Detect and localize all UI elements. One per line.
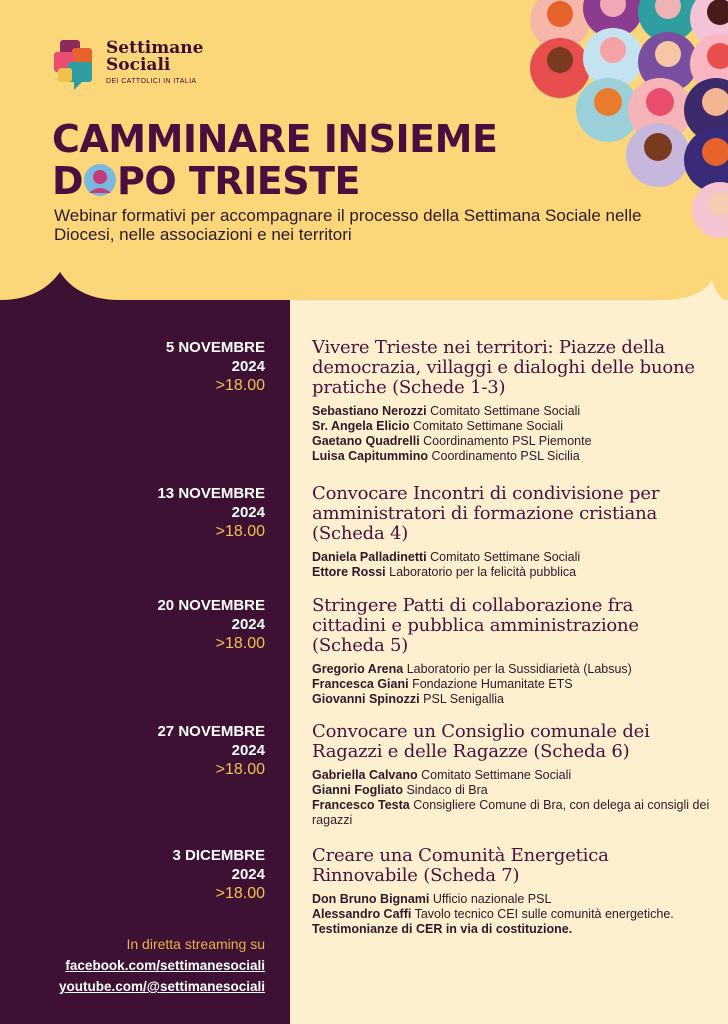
speaker-role: Comitato Settimane Sociali — [412, 419, 564, 433]
speaker-name: Luisa Capitummino — [312, 449, 428, 463]
page-subtitle: Webinar formativi per accompagnare il processo della Settimana Sociale nelle Diocesi, nelle associazioni e nei territori — [54, 206, 642, 244]
speaker — [312, 550, 712, 565]
logo-name-line1: Settimane — [106, 38, 204, 58]
event-day: 20 NOVEMBRE — [157, 597, 265, 614]
face-o-icon — [83, 163, 117, 197]
speaker-name: Sr. Angela Elicio — [312, 419, 410, 433]
speaker — [312, 662, 712, 677]
speaker — [312, 449, 712, 464]
event-content — [312, 484, 712, 580]
event-time: >18.00 — [215, 377, 265, 394]
event-day: 27 NOVEMBRE — [157, 723, 265, 740]
speaker — [312, 798, 712, 828]
page-title — [52, 118, 497, 202]
logo-name — [106, 40, 203, 74]
speaker-role: Fondazione Humanitate ETS — [412, 677, 573, 691]
speaker-role: Ufficio nazionale PSL — [432, 892, 552, 906]
event-content — [312, 846, 712, 937]
speaker — [312, 404, 712, 419]
speaker — [312, 892, 712, 907]
speaker-role: Consigliere Comune di Bra, con delega ai consigli dei ragazzi — [312, 798, 710, 827]
speaker-name: Ettore Rossi — [312, 565, 386, 579]
speaker-role: Sindaco di Bra — [406, 783, 488, 797]
speaker-name: Gaetano Quadrelli — [312, 434, 420, 448]
event-title: Convocare Incontri di condivisione per amministratori di formazione cristiana (Scheda 4) — [312, 483, 660, 544]
youtube-link[interactable]: youtube.com/@settimanesociali — [59, 979, 265, 994]
event-content — [312, 596, 712, 707]
event-year: 2024 — [231, 616, 265, 633]
speaker — [312, 677, 712, 692]
event-day: 3 DICEMBRE — [172, 847, 265, 864]
speaker — [312, 907, 712, 922]
speaker-name: Sebastiano Nerozzi — [312, 404, 427, 418]
event-time: >18.00 — [215, 885, 265, 902]
event-time: >18.00 — [215, 523, 265, 540]
event-title: Stringere Patti di collaborazione fra cittadini e pubblica amministrazione (Scheda 5) — [312, 595, 639, 656]
event-title: Convocare un Consiglio comunale dei Ragazzi e delle Ragazze (Scheda 6) — [312, 721, 650, 762]
title-line1: CAMMINARE INSIEME — [52, 117, 498, 161]
people-bubbles-illustration — [528, 0, 728, 240]
event-date — [20, 484, 265, 541]
title-line2-end: PO TRIESTE — [117, 159, 360, 203]
speaker-role: Coordinamento PSL Piemonte — [423, 434, 592, 448]
logo-subtitle: DEI CATTOLICI IN ITALIA — [106, 78, 197, 85]
logo-name-line2: Sociali — [106, 55, 171, 75]
speaker — [312, 783, 712, 798]
event-day: 13 NOVEMBRE — [157, 485, 265, 502]
event-year: 2024 — [231, 504, 265, 521]
speaker — [312, 692, 712, 707]
event-title: Creare una Comunità Energetica Rinnovabile (Scheda 7) — [312, 845, 609, 886]
streaming-label: In diretta streaming su — [126, 936, 265, 952]
speaker-name: Giovanni Spinozzi — [312, 692, 420, 706]
speaker — [312, 565, 712, 580]
title-line2 — [52, 160, 497, 202]
speaker-name: Daniela Palladinetti — [312, 550, 427, 564]
speaker-name: Gabriella Calvano — [312, 768, 418, 782]
speaker-name: Francesca Giani — [312, 677, 409, 691]
speaker — [312, 768, 712, 783]
event-time: >18.00 — [215, 635, 265, 652]
event-year: 2024 — [231, 358, 265, 375]
speaker-name: Francesco Testa — [312, 798, 410, 812]
speaker-name: Alessandro Caffi — [312, 907, 412, 921]
event-extra-note: Testimonianze di CER in via di costituzione. — [312, 922, 573, 936]
speaker — [312, 434, 712, 449]
decorative-wave — [0, 262, 728, 334]
event-title: Vivere Trieste nei territori: Piazze della democrazia, villaggi e dialoghi delle buone pratiche (Schede 1-3) — [312, 337, 695, 398]
speaker-name: Gregorio Arena — [312, 662, 404, 676]
speaker-role: Comitato Settimane Sociali — [430, 550, 581, 564]
event-content — [312, 722, 712, 828]
streaming-info — [20, 934, 265, 997]
event-content — [312, 338, 712, 464]
speaker-name: Don Bruno Bignami — [312, 892, 430, 906]
speaker-role: Comitato Settimane Sociali — [430, 404, 581, 418]
event-date — [20, 338, 265, 395]
event-date — [20, 846, 265, 903]
speaker-role: Laboratorio per la Sussidiarietà (Labsus) — [406, 662, 632, 676]
speaker-role: Tavolo tecnico CEI sulle comunità energetiche. — [414, 907, 674, 921]
event-year: 2024 — [231, 866, 265, 883]
speaker-role: PSL Senigallia — [423, 692, 504, 706]
event-date — [20, 722, 265, 779]
dates-panel — [0, 300, 290, 1024]
event-day: 5 NOVEMBRE — [165, 339, 265, 356]
event-date — [20, 596, 265, 653]
speaker-name: Gianni Fogliato — [312, 783, 403, 797]
event-time: >18.00 — [215, 761, 265, 778]
logo — [52, 38, 212, 98]
event-year: 2024 — [231, 742, 265, 759]
speaker-role: Coordinamento PSL Sicilia — [431, 449, 580, 463]
logo-mark-icon — [52, 38, 100, 92]
speaker-role: Laboratorio per la felicità pubblica — [389, 565, 577, 579]
speaker — [312, 419, 712, 434]
facebook-link[interactable]: facebook.com/settimanesociali — [65, 958, 265, 973]
speaker-role: Comitato Settimane Sociali — [421, 768, 572, 782]
title-line2-start: D — [52, 159, 84, 203]
